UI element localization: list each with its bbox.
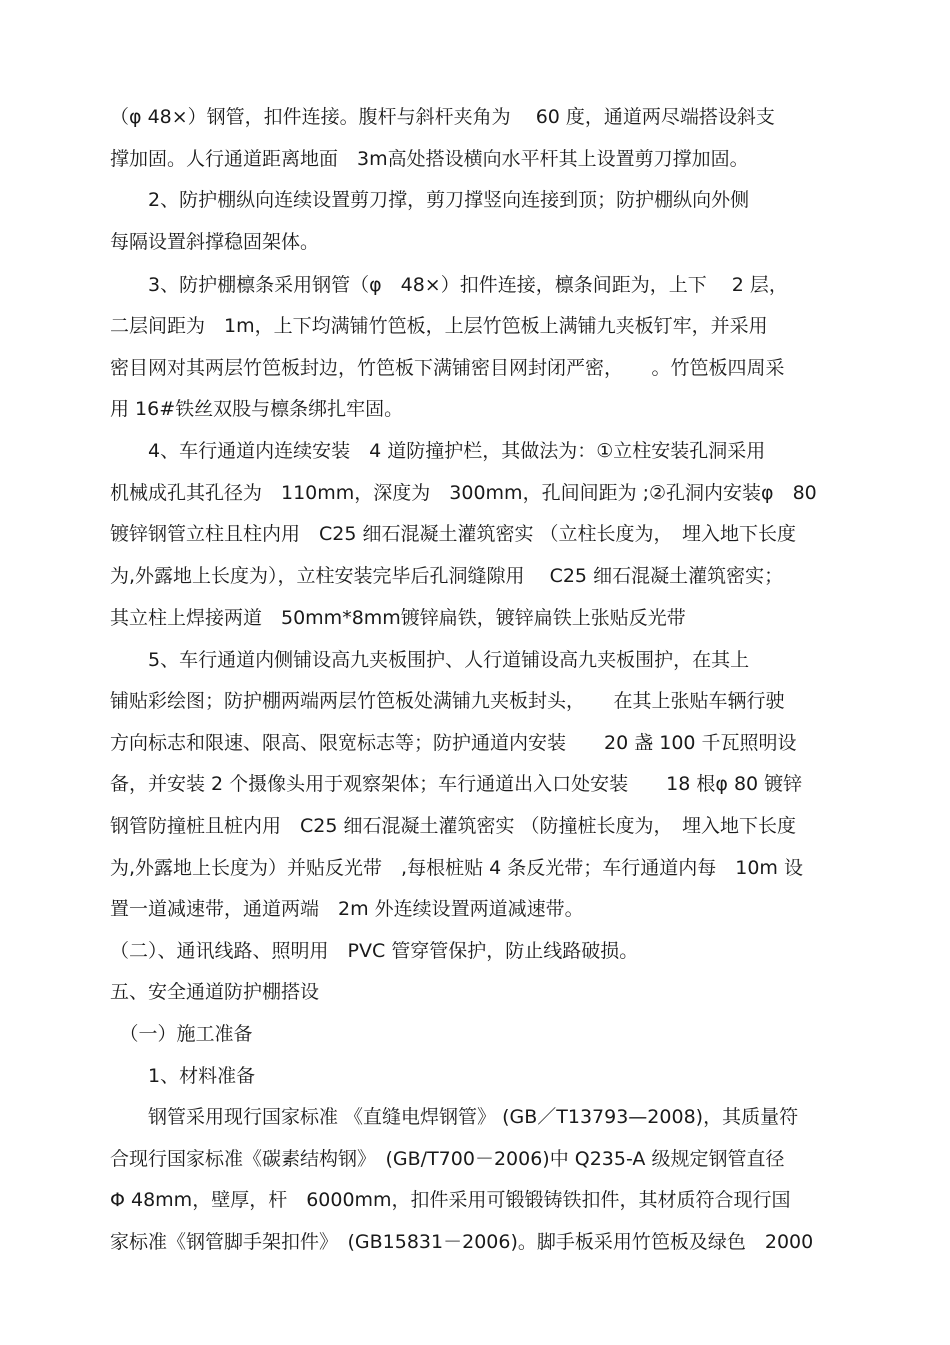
text-line-6: 二层间距为 1m，上下均满铺竹笆板，上层竹笆板上满铺九夹板钉牢，并采用 bbox=[110, 315, 768, 337]
text-line-4: 每隔设置斜撑稳固架体。 bbox=[110, 231, 320, 253]
text-line-25: 钢管采用现行国家标准 《直缝电焊钢管》 (GB／T13793—2008)，其质量符 bbox=[110, 1106, 799, 1128]
section-heading: 五、安全通道防护棚搭设 bbox=[110, 981, 320, 1003]
text-line-7: 密目网对其两层竹笆板封边，竹笆板下满铺密目网封闭严密， 。竹笆板四周采 bbox=[110, 357, 785, 379]
text-line-10: 机械成孔其孔径为 110mm，深度为 300mm，孔间间距为 ;②孔洞内安装φ 80 bbox=[110, 482, 817, 504]
text-line-11: 镀锌钢管立柱且柱内用 C25 细石混凝土灌筑密实 （立柱长度为， 埋入地下长度 bbox=[110, 523, 797, 545]
text-line-2: 撑加固。人行通道距离地面 3m高处搭设横向水平杆其上设置剪刀撑加固。 bbox=[110, 148, 749, 170]
text-line-21: （二）、通讯线路、照明用 PVC 管穿管保护，防止线路破损。 bbox=[110, 940, 639, 962]
text-line-1: （φ 48×）钢管，扣件连接。腹杆与斜杆夹角为 60 度，通道两尽端搭设斜支 bbox=[110, 106, 775, 128]
subsection-heading: （一）施工准备 bbox=[110, 1023, 253, 1045]
text-line-20: 置一道减速带，通道两端 2m 外连续设置两道减速带。 bbox=[110, 898, 584, 920]
text-line-5: 3、防护棚檩条采用钢管（φ 48×）扣件连接，檩条间距为，上下 2 层， bbox=[110, 274, 788, 296]
text-line-28: 家标准《钢管脚手架扣件》 (GB15831－2006)。脚手板采用竹笆板及绿色 2000 bbox=[110, 1231, 814, 1253]
text-line-26: 合现行国家标准《碳素结构钢》 (GB/T700－2006)中 Q235-A 级规定钢管直径 bbox=[110, 1148, 785, 1170]
text-line-16: 方向标志和限速、限高、限宽标志等；防护通道内安装 20 盏 100 千瓦照明设 bbox=[110, 732, 797, 754]
text-line-17: 备，并安装 2 个摄像头用于观察架体；车行通道出入口处安装 18 根φ 80 镀锌 bbox=[110, 773, 803, 795]
text-line-15: 铺贴彩绘图；防护棚两端两层竹笆板处满铺九夹板封头， 在其上张贴车辆行驶 bbox=[110, 690, 785, 712]
text-line-3: 2、防护棚纵向连续设置剪刀撑，剪刀撑竖向连接到顶；防护棚纵向外侧 bbox=[110, 189, 750, 211]
item-heading: 1、材料准备 bbox=[110, 1065, 256, 1087]
text-line-13: 其立柱上焊接两道 50mm*8mm镀锌扁铁，镀锌扁铁上张贴反光带 bbox=[110, 607, 686, 629]
text-line-19: 为,外露地上长度为）并贴反光带 ,每根桩贴 4 条反光带；车行通道内每 10m 设 bbox=[110, 857, 803, 879]
text-line-12: 为,外露地上长度为），立柱安装完毕后孔洞缝隙用 C25 细石混凝土灌筑密实； bbox=[110, 565, 784, 587]
text-line-9: 4、车行通道内连续安装 4 道防撞护栏，其做法为：①立柱安装孔洞采用 bbox=[110, 440, 766, 462]
text-line-8: 用 16#铁丝双股与檩条绑扎牢固。 bbox=[110, 398, 404, 420]
text-line-18: 钢管防撞桩且桩内用 C25 细石混凝土灌筑密实 （防撞桩长度为， 埋入地下长度 bbox=[110, 815, 797, 837]
text-line-27: Φ 48mm，壁厚，杆 6000mm，扣件采用可锻锻铸铁扣件，其材质符合现行国 bbox=[110, 1189, 791, 1211]
text-line-14: 5、车行通道内侧铺设高九夹板围护、人行道铺设高九夹板围护，在其上 bbox=[110, 649, 750, 671]
